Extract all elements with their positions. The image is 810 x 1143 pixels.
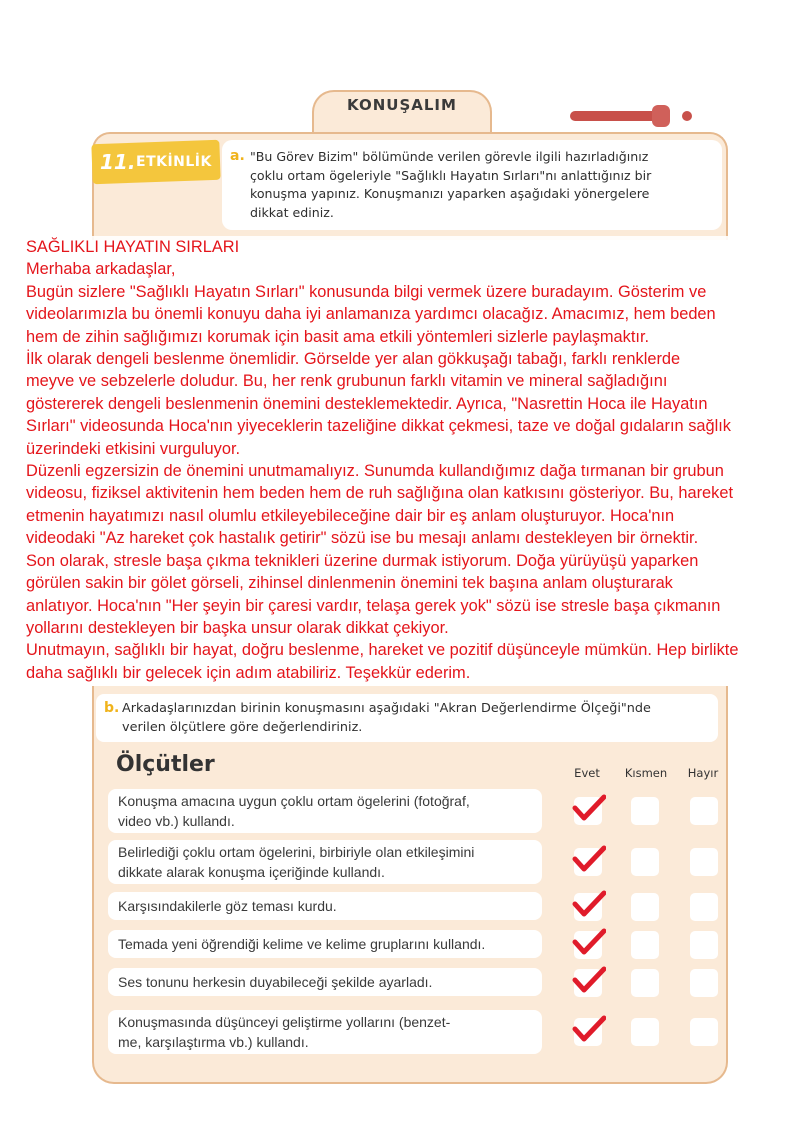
criteria-row bbox=[108, 892, 542, 920]
checkbox-hayir[interactable] bbox=[690, 1018, 718, 1046]
column-hayir: Hayır bbox=[687, 766, 719, 780]
checkbox-hayir[interactable] bbox=[690, 848, 718, 876]
speech-line: etmenin hayatımızı nasıl olumlu etkileyebileceğine dair bir eş anlam oluşturuyor. Hoca'nın bbox=[26, 506, 675, 525]
criteria-text: Karşısındakilerle göz teması kurdu. bbox=[118, 898, 337, 914]
speech-text-block bbox=[26, 236, 796, 686]
checkbox-kismen[interactable] bbox=[631, 931, 659, 959]
criteria-text: video vb.) kullandı. bbox=[118, 813, 235, 829]
speech-line: Düzenli egzersizin de önemini unutmamalıyız. Sunumda kullandığımız dağa tırmanan bir grubun bbox=[26, 462, 724, 481]
speech-line: görülen sakin bir gölet görseli, zihinsel dinlenmenin önemini tek başına anlam oluşturarak bbox=[26, 574, 673, 593]
checkbox-hayir[interactable] bbox=[690, 797, 718, 825]
speech-line: Sırları" videosunda Hoca'nın yiyeceklerin tazeliğine dikkat çekmesi, taze ve doğal gıdaların sağlık bbox=[26, 417, 732, 436]
criteria-text: Temada yeni öğrendiği kelime ve kelime gruplarını kullandı. bbox=[118, 936, 486, 952]
checkbox-hayir[interactable] bbox=[690, 969, 718, 997]
criteria-text: Konuşma amacına uygun çoklu ortam ögelerini (fotoğraf, bbox=[118, 793, 470, 809]
checkmark-icon bbox=[572, 793, 606, 823]
speech-line: videolarımızla bu önemli konuyu daha iyi anlamanıza yardımcı olacağız. Amacımız, hem beden bbox=[26, 305, 716, 324]
speech-title: SAĞLIKLI HAYATIN SIRLARI bbox=[26, 238, 240, 256]
speech-line: üzerindeki etkisini vurguluyor. bbox=[26, 439, 241, 458]
checkbox-hayir[interactable] bbox=[690, 893, 718, 921]
speech-line: göstererek dengeli beslenmenin önemini desteklemektedir. Ayrıca, "Nasrettin Hoca ile Hayatın bbox=[26, 394, 708, 413]
instruction-b-line: Arkadaşlarınızdan birinin konuşmasını aşağıdaki "Akran Değerlendirme Ölçeği"nde bbox=[122, 701, 651, 716]
instruction-a-marker: a. bbox=[230, 148, 245, 164]
checkmark-icon bbox=[572, 889, 606, 919]
instruction-b-line: verilen ölçütlere göre değerlendiriniz. bbox=[122, 719, 363, 735]
instruction-b-text bbox=[122, 700, 714, 737]
criteria-title: Ölçütler bbox=[116, 752, 215, 777]
criteria-row bbox=[108, 968, 542, 996]
instruction-a-line: konuşma yapınız. Konuşmanızı yaparken aşağıdaki yönergelere bbox=[250, 186, 650, 201]
checkmark-icon bbox=[572, 965, 606, 995]
activity-label: ETKİNLİK bbox=[136, 154, 212, 170]
checkmark-icon bbox=[572, 927, 606, 957]
checkbox-kismen[interactable] bbox=[631, 969, 659, 997]
checkbox-kismen[interactable] bbox=[631, 1018, 659, 1046]
checkmark-icon bbox=[572, 1014, 606, 1044]
instruction-a-line: çoklu ortam ögeleriyle "Sağlıklı Hayatın Sırları"nı anlattığınız bir bbox=[250, 167, 652, 183]
criteria-text: me, karşılaştırma vb.) kullandı. bbox=[118, 1034, 309, 1050]
microphone-tip bbox=[682, 111, 692, 121]
instruction-a-line: "Bu Görev Bizim" bölümünde verilen görevle ilgili hazırladığınız bbox=[250, 149, 649, 164]
speech-line: anlatıyor. Hoca'nın "Her şeyin bir çaresi vardır, telaşa gerek yok" sözü ise stresle başa çıkmanın bbox=[26, 596, 721, 615]
checkbox-kismen[interactable] bbox=[631, 848, 659, 876]
criteria-text: dikkate alarak konuşma içeriğinde kullandı. bbox=[118, 864, 385, 880]
speech-line: daha sağlıklı bir gelecek için adım atabiliriz. Teşekkür ederim. bbox=[26, 663, 471, 682]
criteria-row bbox=[108, 840, 542, 884]
speech-line: meyve ve sebzelerle doludur. Bu, her renk grubunun farklı vitamin ve mineral sağladığını bbox=[26, 372, 668, 391]
speech-line: Unutmayın, sağlıklı bir hayat, doğru beslenme, hareket ve pozitif düşünceyle mümkün. Hep birlikte bbox=[26, 641, 739, 660]
speech-line: Bugün sizlere "Sağlıklı Hayatın Sırları" konusunda bilgi vermek üzere buradayım. Gösterim ve bbox=[26, 282, 707, 301]
activity-number: 11. bbox=[100, 150, 136, 174]
speech-line: Son olarak, stresle başa çıkma teknikleri üzerine durmak istiyorum. Doğa yürüyüşü yaparken bbox=[26, 551, 699, 570]
checkmark-icon bbox=[572, 844, 606, 874]
criteria-row bbox=[108, 789, 542, 833]
microphone-head bbox=[652, 105, 670, 127]
speech-line: videosu, fiziksel aktivitenin hem beden hem de ruh sağlığına olan katkısını gösteriyor. Bu, hareket bbox=[26, 484, 734, 503]
instruction-b-marker: b. bbox=[104, 700, 120, 716]
instruction-a-line: dikkat ediniz. bbox=[250, 204, 334, 220]
checkbox-hayir[interactable] bbox=[690, 931, 718, 959]
speech-line: Merhaba arkadaşlar, bbox=[26, 260, 176, 279]
column-kismen: Kısmen bbox=[624, 766, 668, 780]
criteria-row bbox=[108, 1010, 542, 1054]
speech-line: hem de zihin sağlığımızı korumak için basit ama etkili yöntemleri sizlerle paylaşmaktır. bbox=[26, 327, 650, 346]
speech-line: yollarını destekleyen bir başka unsur olarak dikkat çekiyor. bbox=[26, 618, 449, 637]
speech-line: videodaki "Az hareket çok hastalık getirir" sözü ise bu mesajı anlamı destekleyen bir örnektir. bbox=[26, 529, 699, 548]
criteria-text: Ses tonunu herkesin duyabileceği şekilde ayarladı. bbox=[118, 974, 433, 990]
speech-line: İlk olarak dengeli beslenme önemlidir. Görselde yer alan gökkuşağı tabağı, farklı renklerde bbox=[26, 350, 681, 369]
criteria-row bbox=[108, 930, 542, 958]
checkbox-kismen[interactable] bbox=[631, 893, 659, 921]
instruction-a-text bbox=[250, 148, 712, 222]
criteria-text: Belirlediği çoklu ortam ögelerini, birbiriyle olan etkileşimini bbox=[118, 844, 475, 860]
section-title: KONUŞALIM bbox=[347, 96, 457, 114]
criteria-text: Konuşmasında düşünceyi geliştirme yollarını (benzet- bbox=[118, 1014, 451, 1030]
column-evet: Evet bbox=[574, 766, 600, 780]
checkbox-kismen[interactable] bbox=[631, 797, 659, 825]
